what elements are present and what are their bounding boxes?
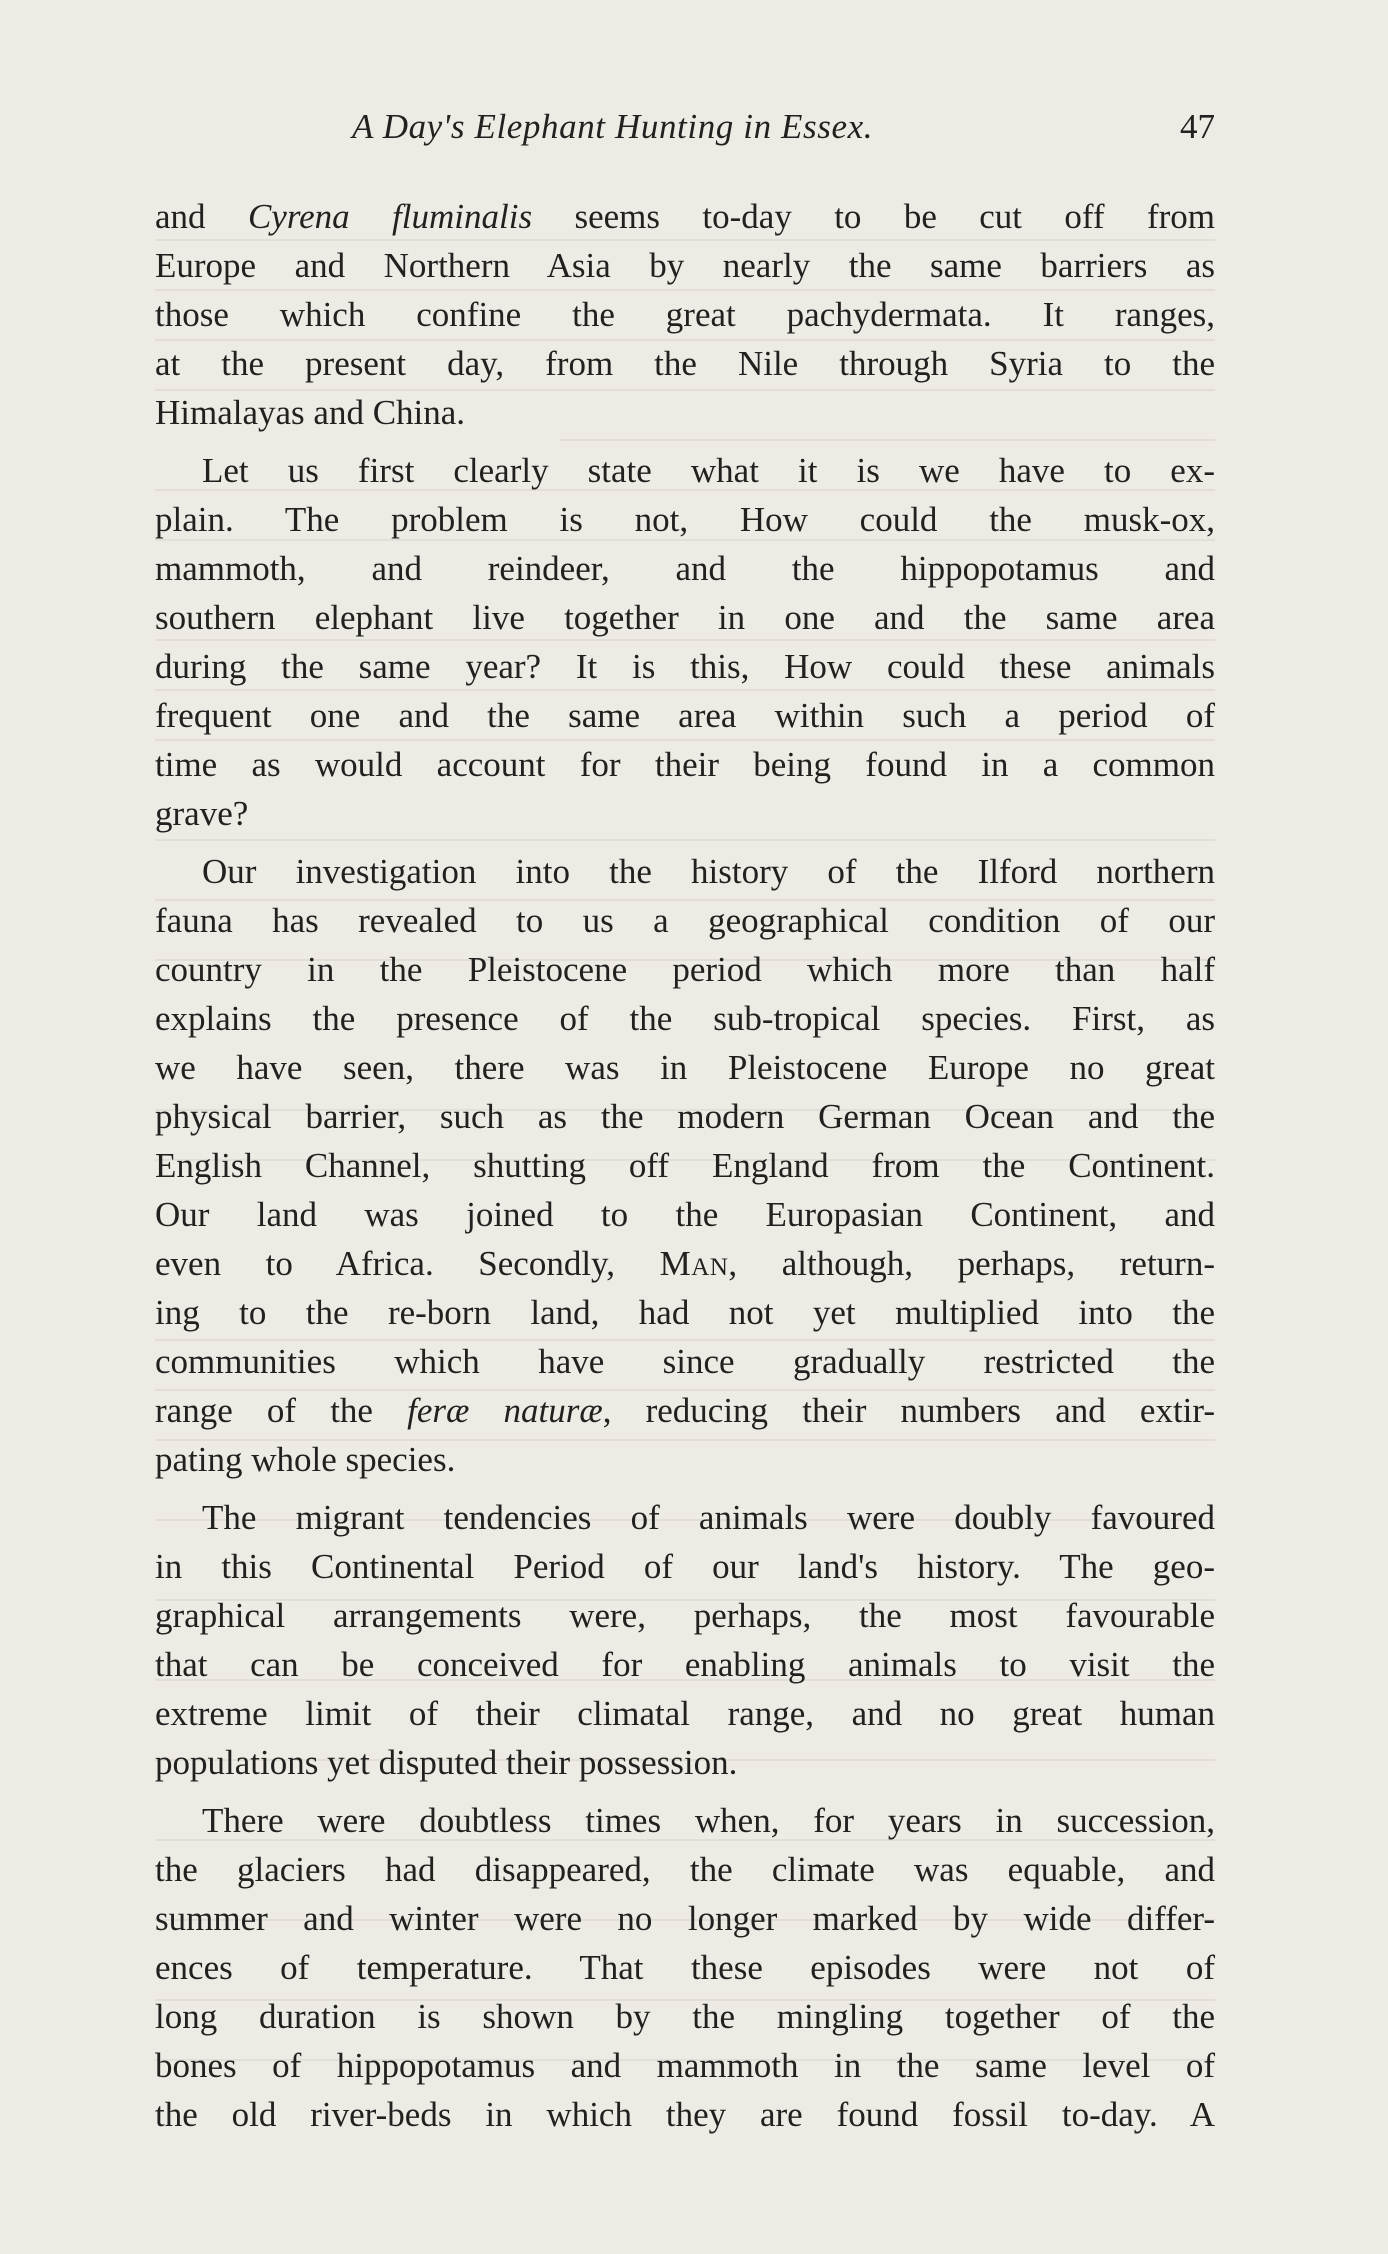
text-line bbox=[155, 544, 1215, 593]
page-number: 47 bbox=[1180, 107, 1215, 146]
text-segment: Our land was joined to the Europasian Continent, and bbox=[155, 1195, 1215, 1234]
text-line bbox=[155, 994, 1215, 1043]
text-segment: There were doubtless times when, for years in succession, bbox=[202, 1801, 1215, 1840]
text-line bbox=[155, 1738, 1215, 1787]
body-text bbox=[155, 192, 1215, 2148]
paragraph bbox=[155, 1796, 1215, 2139]
paragraph bbox=[155, 446, 1215, 838]
text-segment: long duration is shown by the mingling together of the bbox=[155, 1997, 1215, 2036]
text-line bbox=[155, 1796, 1215, 1845]
text-segment: that can be conceived for enabling animals to visit the bbox=[155, 1645, 1215, 1684]
small-caps-text: Man bbox=[659, 1244, 729, 1283]
text-segment: time as would account for their being found in a common bbox=[155, 745, 1215, 784]
text-segment: the old river-beds in which they are found fossil to-day. A bbox=[155, 2095, 1215, 2134]
text-segment: frequent one and the same area within such a period of bbox=[155, 696, 1215, 735]
text-line bbox=[155, 593, 1215, 642]
text-line bbox=[155, 1845, 1215, 1894]
text-segment: Our investigation into the history of the Ilford northern bbox=[202, 852, 1215, 891]
text-segment: at the present day, from the Nile through Syria to the bbox=[155, 344, 1215, 383]
text-segment: pating whole species. bbox=[155, 1440, 456, 1479]
running-title: A Day's Elephant Hunting in Essex. bbox=[352, 107, 874, 146]
text-line bbox=[155, 192, 1215, 241]
text-segment: ing to the re-born land, had not yet multiplied into the bbox=[155, 1293, 1215, 1332]
text-line bbox=[155, 1894, 1215, 1943]
text-segment: physical barrier, such as the modern German Ocean and the bbox=[155, 1097, 1215, 1136]
text-segment: southern elephant live together in one and the same area bbox=[155, 598, 1215, 637]
text-segment: in this Continental Period of our land's history. The geo- bbox=[155, 1547, 1215, 1586]
text-line bbox=[155, 2041, 1215, 2090]
text-line bbox=[155, 691, 1215, 740]
text-segment: and bbox=[155, 197, 248, 236]
italic-text: Cyrena fluminalis bbox=[247, 197, 533, 236]
text-segment: country in the Pleistocene period which more than half bbox=[155, 950, 1215, 989]
text-segment: , reducing their numbers and extir- bbox=[602, 1391, 1216, 1430]
text-segment: The migrant tendencies of animals were doubly favoured bbox=[202, 1498, 1215, 1537]
text-line bbox=[155, 1239, 1215, 1288]
text-line bbox=[155, 1640, 1215, 1689]
text-segment: Let us first clearly state what it is we have to ex- bbox=[202, 451, 1215, 490]
text-line bbox=[155, 642, 1215, 691]
text-line bbox=[155, 1092, 1215, 1141]
text-line bbox=[155, 241, 1215, 290]
text-line bbox=[155, 1043, 1215, 1092]
text-segment: Europe and Northern Asia by nearly the same barriers as bbox=[155, 246, 1215, 285]
text-line bbox=[155, 1386, 1215, 1435]
text-line bbox=[155, 740, 1215, 789]
text-segment: English Channel, shutting off England from the Continent. bbox=[155, 1146, 1215, 1185]
italic-text: feræ naturæ bbox=[407, 1391, 603, 1430]
text-segment: plain. The problem is not, How could the musk-ox, bbox=[155, 500, 1215, 539]
text-segment: , although, perhaps, return- bbox=[728, 1244, 1215, 1283]
text-line bbox=[155, 847, 1215, 896]
text-segment: Himalayas and China. bbox=[155, 393, 466, 432]
text-segment: during the same year? It is this, How could these animals bbox=[155, 647, 1215, 686]
text-line bbox=[155, 1337, 1215, 1386]
paragraph bbox=[155, 1493, 1215, 1787]
text-segment: we have seen, there was in Pleistocene Europe no great bbox=[155, 1048, 1215, 1087]
text-line bbox=[155, 1943, 1215, 1992]
text-line bbox=[155, 1435, 1215, 1484]
text-segment: summer and winter were no longer marked by wide differ- bbox=[155, 1899, 1215, 1938]
text-segment: even to Africa. Secondly, bbox=[155, 1244, 660, 1283]
text-segment: graphical arrangements were, perhaps, the most favourable bbox=[155, 1596, 1215, 1635]
text-line bbox=[155, 388, 1215, 437]
text-line bbox=[155, 1992, 1215, 2041]
text-line bbox=[155, 1190, 1215, 1239]
paragraph bbox=[155, 847, 1215, 1484]
text-segment: seems to-day to be cut off from bbox=[532, 197, 1215, 236]
text-segment: explains the presence of the sub-tropical species. First, as bbox=[155, 999, 1215, 1038]
text-line bbox=[155, 1288, 1215, 1337]
text-segment: bones of hippopotamus and mammoth in the same level of bbox=[155, 2046, 1215, 2085]
text-segment: fauna has revealed to us a geographical condition of our bbox=[155, 901, 1215, 940]
text-segment: range of the bbox=[155, 1391, 408, 1430]
running-header bbox=[155, 107, 1215, 157]
text-segment: extreme limit of their climatal range, and no great human bbox=[155, 1694, 1215, 1733]
text-segment: grave? bbox=[155, 794, 249, 833]
text-line bbox=[155, 789, 1215, 838]
text-segment: communities which have since gradually restricted the bbox=[155, 1342, 1215, 1381]
text-line bbox=[155, 945, 1215, 994]
text-line bbox=[155, 1493, 1215, 1542]
text-segment: ences of temperature. That these episodes were not of bbox=[155, 1948, 1215, 1987]
text-segment: populations yet disputed their possession. bbox=[155, 1743, 738, 1782]
text-line bbox=[155, 1542, 1215, 1591]
text-line bbox=[155, 2090, 1215, 2139]
text-segment: those which confine the great pachydermata. It ranges, bbox=[155, 295, 1215, 334]
text-line bbox=[155, 495, 1215, 544]
text-line bbox=[155, 1141, 1215, 1190]
text-segment: the glaciers had disappeared, the climate was equable, and bbox=[155, 1850, 1215, 1889]
paragraph bbox=[155, 192, 1215, 437]
text-line bbox=[155, 446, 1215, 495]
text-line bbox=[155, 339, 1215, 388]
text-line bbox=[155, 1689, 1215, 1738]
text-line bbox=[155, 290, 1215, 339]
text-line bbox=[155, 1591, 1215, 1640]
text-segment: mammoth, and reindeer, and the hippopotamus and bbox=[155, 549, 1215, 588]
text-line bbox=[155, 896, 1215, 945]
